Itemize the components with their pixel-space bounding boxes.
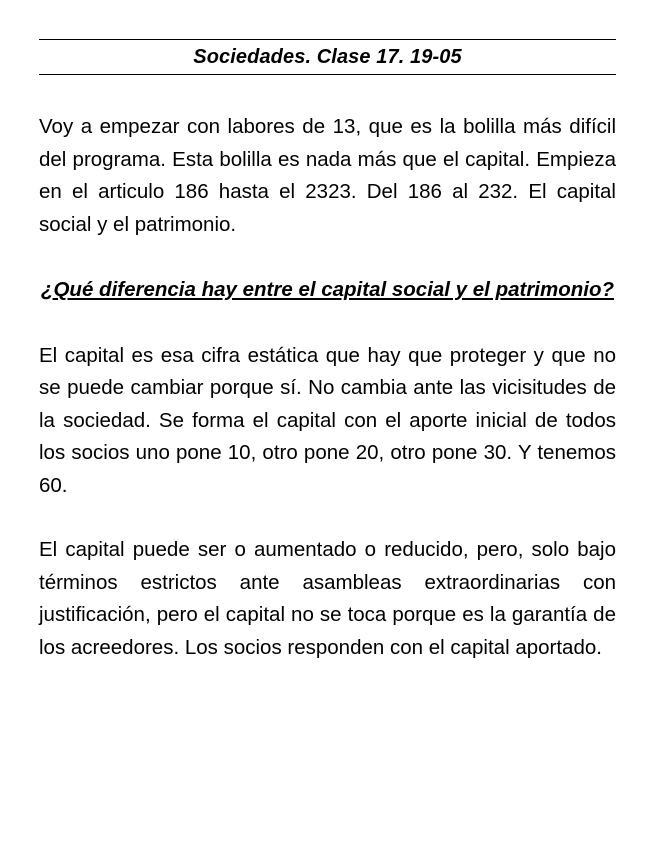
paragraph-capital-changes: El capital puede ser o aumentado o reducido, pero, solo bajo términos estrictos ante asambleas extraordinarias con justificación, pero el capital no se toca porque es la garantía de los acreedores. Los socios responden con el capital aportado. bbox=[39, 538, 616, 659]
title-bar bbox=[39, 39, 616, 75]
document-title: Sociedades. Clase 17. 19-05 bbox=[193, 45, 462, 68]
document-page bbox=[39, 39, 616, 664]
paragraph-intro: Voy a empezar con labores de 13, que es la bolilla más difícil del programa. Esta bolilla es nada más que el capital. Empieza en el articulo 186 hasta el 2323. Del 186 al 232. El capital social y el patrimonio. bbox=[39, 115, 616, 236]
section-question-heading: ¿Qué diferencia hay entre el capital social y el patrimonio? bbox=[40, 278, 615, 301]
paragraph-capital-definition: El capital es esa cifra estática que hay que proteger y que no se puede cambiar porque sí. No cambia ante las vicisitudes de la sociedad. Se forma el capital con el aporte inicial de todos los socios uno pone 10, otro pone 20, otro pone 30. Y tenemos 60. bbox=[39, 343, 616, 497]
